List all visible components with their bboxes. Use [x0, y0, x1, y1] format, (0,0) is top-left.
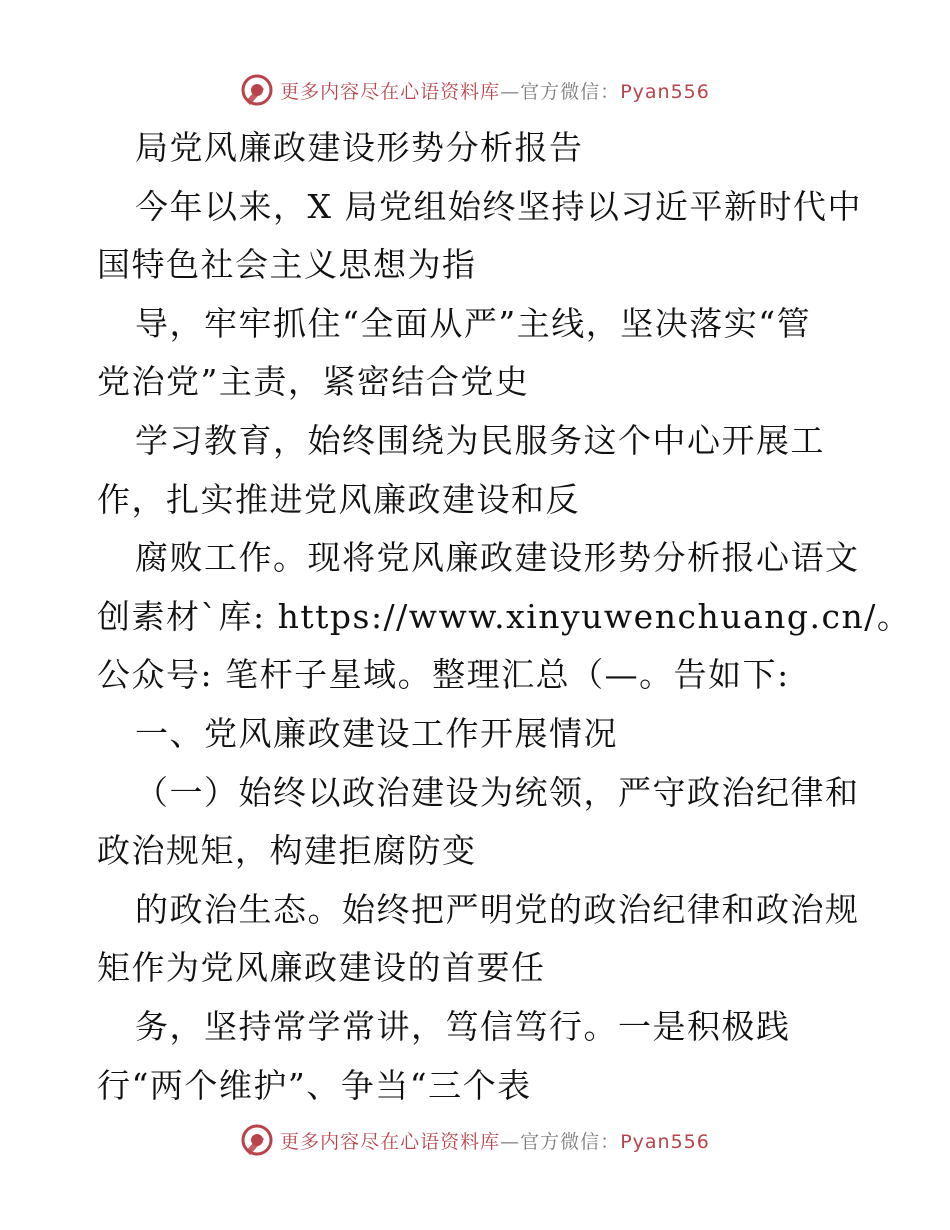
section-heading: 一、党风廉政建设工作开展情况 — [135, 713, 618, 753]
paragraph-line: 作，扎实推进党风廉政建设和反 — [97, 479, 580, 519]
watermark-text: 更多内容尽在心语资料库—官方微信：Pyan556 — [280, 1130, 710, 1153]
subsection-heading: （一）始终以政治建设为统领，严守政治纪律和 — [135, 772, 860, 812]
paragraph-line: 创素材`库: https://www.xinyuwenchuang.cn/。 — [97, 596, 912, 636]
pen-logo-icon — [240, 1123, 274, 1157]
header-watermark — [0, 70, 950, 110]
paragraph-line: 行“两个维护”、争当“三个表 — [97, 1065, 532, 1105]
paragraph-line: 导，牢牢抓住“全面从严”主线，坚决落实“管 — [135, 303, 812, 343]
paragraph-line: 学习教育，始终围绕为民服务这个中心开展工 — [135, 420, 825, 460]
paragraph-line: 腐败工作。现将党风廉政建设形势分析报心语文 — [135, 538, 860, 578]
document-body — [97, 119, 912, 1115]
paragraph-line: 务，坚持常学常讲，笃信笃行。一是积极践 — [135, 1006, 791, 1046]
paragraph-line: 今年以来，X 局党组始终坚持以习近平新时代中 — [135, 186, 862, 226]
paragraph-line: 政治规矩，构建拒腐防变 — [97, 831, 477, 871]
watermark-text: 更多内容尽在心语资料库—官方微信：Pyan556 — [280, 80, 710, 103]
paragraph-line: 的政治生态。始终把严明党的政治纪律和政治规 — [135, 889, 860, 929]
paragraph-line: 矩作为党风廉政建设的首要任 — [97, 948, 546, 988]
footer-watermark — [0, 1120, 950, 1160]
paragraph-line: 国特色社会主义思想为指 — [97, 245, 477, 285]
pen-logo-icon — [240, 73, 274, 107]
paragraph-line: 党治党”主责，紧密结合党史 — [97, 362, 530, 402]
document-title: 局党风廉政建设形势分析报告 — [135, 128, 584, 167]
paragraph-line: 公众号: 笔杆子星域。整理汇总（—。告如下: — [97, 655, 790, 695]
